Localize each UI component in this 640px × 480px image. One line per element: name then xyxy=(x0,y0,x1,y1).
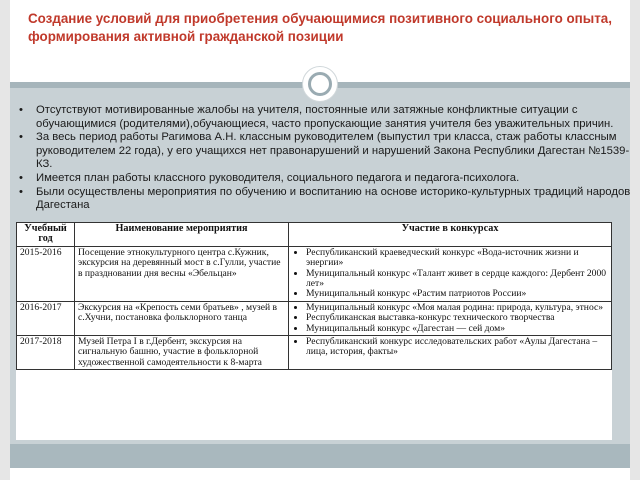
contests-cell xyxy=(289,336,612,370)
circle-ornament-ring xyxy=(308,72,332,96)
contest-item: • Муниципальный конкурс «Дагестан — сей дом» xyxy=(306,324,608,334)
events-table-image xyxy=(16,222,612,440)
bullet-item: • Были осуществлены мероприятия по обучению и воспитанию на основе историко-культурных традиций народов Дагестана xyxy=(36,186,636,213)
contests-cell xyxy=(289,246,612,301)
contest-item: • Муниципальный конкурс «Растим патриотов России» xyxy=(306,289,608,299)
year-cell: 2016-2017 xyxy=(17,301,75,335)
contests-cell xyxy=(289,301,612,335)
contest-item: • Муниципальный конкурс «Моя малая родина: природа, культура, этнос» xyxy=(306,303,608,313)
year-cell: 2017-2018 xyxy=(17,336,75,370)
table-row xyxy=(17,336,612,370)
slide xyxy=(10,0,630,480)
bottom-band xyxy=(10,444,630,468)
events-table xyxy=(16,222,612,370)
slide-title: Создание условий для приобретения обучающимися позитивного социального опыта, формирования активной гражданской позиции xyxy=(28,11,612,44)
events-cell: Экскурсия на «Крепость семи братьев» , музей в с.Хучни, постановка фольклорного танца xyxy=(75,301,289,335)
events-cell: Посещение этнокультурного центра с.Кужник, экскурсия на деревянный мост в с.Гулли, участие в праздновании дня весны «Эбельцан» xyxy=(75,246,289,301)
events-cell: Музей Петра I в г.Дербент, экскурсия на сигнальную башню, участие в фольклорной художественной самодеятельности к 8-марта xyxy=(75,336,289,370)
contest-item: • Республиканский конкурс исследовательских работ «Аулы Дагестана – лица, история, факты» xyxy=(306,337,608,358)
bullet-item: • За весь период работы Рагимова А.Н. классным руководителем (выпустил три класса, стаж работы классным руководителем 22 года), у его учащихся нет правонарушений и нарушений Закона Республики Дагестан №1539-КЗ. xyxy=(36,131,636,172)
bullet-list xyxy=(10,104,636,213)
header-events: Наименование мероприятия xyxy=(75,223,289,247)
bullet-item: • Отсутствуют мотивированные жалобы на учителя, постоянные или затяжные конфликтные ситуации с обучающимися (родителями),обучающиеся, часто пропускающие занятия учителя без уважительных причин. xyxy=(36,104,636,131)
bullet-item: • Имеется план работы классного руководителя, социального педагога и педагога-психолога. xyxy=(36,172,636,186)
table-header-row xyxy=(17,223,612,247)
table-row xyxy=(17,246,612,301)
header-year: Учебный год xyxy=(17,223,75,247)
contest-item: • Республиканский краеведческий конкурс «Вода-источник жизни и энергии» xyxy=(306,248,608,269)
header-contests: Участие в конкурсах xyxy=(289,223,612,247)
contest-item: • Республиканская выставка-конкурс технического творчества xyxy=(306,313,608,323)
year-cell: 2015-2016 xyxy=(17,246,75,301)
contest-item: • Муниципальный конкурс «Талант живет в сердце каждого: Дербент 2000 лет» xyxy=(306,269,608,290)
circle-ornament-icon xyxy=(302,66,338,102)
table-row xyxy=(17,301,612,335)
